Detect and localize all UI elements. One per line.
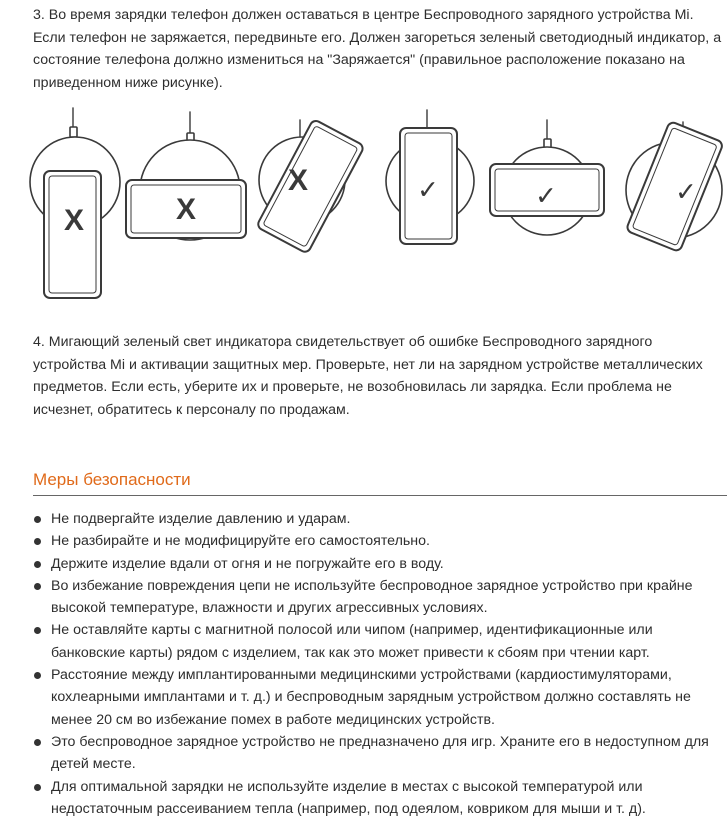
- status-mark-6: ✓: [675, 177, 697, 208]
- bullet-icon: [34, 538, 41, 545]
- placement-example-5: [490, 120, 604, 235]
- bullet-icon: [34, 784, 41, 791]
- safety-section-title: Меры безопасности: [33, 470, 191, 489]
- safety-list-item: [33, 508, 725, 530]
- status-mark-3: X: [287, 163, 309, 197]
- safety-item-text: Не подвергайте изделие давлению и ударам.: [51, 511, 351, 527]
- bullet-icon: [34, 561, 41, 568]
- safety-list-item: [33, 530, 725, 552]
- bullet-icon: [34, 672, 41, 679]
- safety-item-text: Во избежание повреждения цепи не используйте беспроводное зарядное устройство при крайне высокой температуре, влажности и других агрессивных условиях.: [51, 577, 693, 617]
- safety-list-item: [33, 553, 725, 575]
- safety-list-item: [33, 776, 725, 820]
- status-mark-1: X: [63, 203, 85, 237]
- status-mark-5: ✓: [535, 181, 557, 212]
- section-divider: [33, 495, 727, 496]
- status-mark-4: ✓: [417, 175, 439, 206]
- placement-example-6: [626, 121, 724, 252]
- bullet-icon: [34, 516, 41, 523]
- safety-item-text: Для оптимальной зарядки не используйте изделие в местах с высокой температурой или недостаточным рассеиванием тепла (например, под одеялом, ковриком для мыши и т. д).: [51, 778, 646, 817]
- safety-item-text: Это беспроводное зарядное устройство не предназначено для игр. Храните его в недоступном для детей месте.: [51, 733, 709, 773]
- safety-list-item: [33, 619, 725, 664]
- safety-item-text: Не разбирайте и не модифицируйте его самостоятельно.: [51, 533, 430, 550]
- safety-list-item: [33, 731, 725, 776]
- safety-list-item: [33, 575, 725, 620]
- bullet-icon: [34, 583, 41, 590]
- placement-example-2: [126, 112, 246, 240]
- safety-item-text: Не оставляйте карты с магнитной полосой или чипом (например, идентификационные или банковские карты) рядом с изделием, так как это может привести к сбоям при чтении карт.: [51, 622, 653, 661]
- safety-item-text: Держите изделие вдали от огня и не погружайте его в воду.: [51, 555, 444, 572]
- placement-example-1: [30, 108, 120, 298]
- status-mark-2: X: [175, 192, 197, 226]
- safety-list: [33, 508, 725, 820]
- placement-example-3: [256, 119, 364, 254]
- bullet-icon: [34, 627, 41, 634]
- safety-list-item: [33, 664, 725, 731]
- step-3-paragraph: 3. Во время зарядки телефон должен оставаться в центре Беспроводного зарядного устройства Mi. Если телефон не заряжается, передвиньте его. Должен загореться зеленый светодиодный индикатор, а состояние телефона должно измениться на "Заряжается" (правильное расположение показано на приведенном ниже рисунке).: [33, 7, 722, 91]
- step-4-paragraph: 4. Мигающий зеленый свет индикатора свидетельствует об ошибке Беспроводного зарядного устройства Mi и активации защитных мер. Проверьте, нет ли на зарядном устройстве металлических предметов. Если есть, уберите их и проверьте, не возобновилась ли зарядка. Если проблема не исчезнет, обратитесь к персоналу по продажам.: [33, 334, 703, 418]
- bullet-icon: [34, 739, 41, 746]
- phone-placement-illustration: [0, 104, 727, 304]
- placement-example-4: [386, 110, 474, 244]
- safety-item-text: Расстояние между имплантированными медицинскими устройствами (кардиостимуляторами, кохлеарными имплантами и т. д.) и беспроводным зарядным устройством должно составлять не менее 20 см во избежание помех в работе медицинских устройств.: [51, 667, 691, 728]
